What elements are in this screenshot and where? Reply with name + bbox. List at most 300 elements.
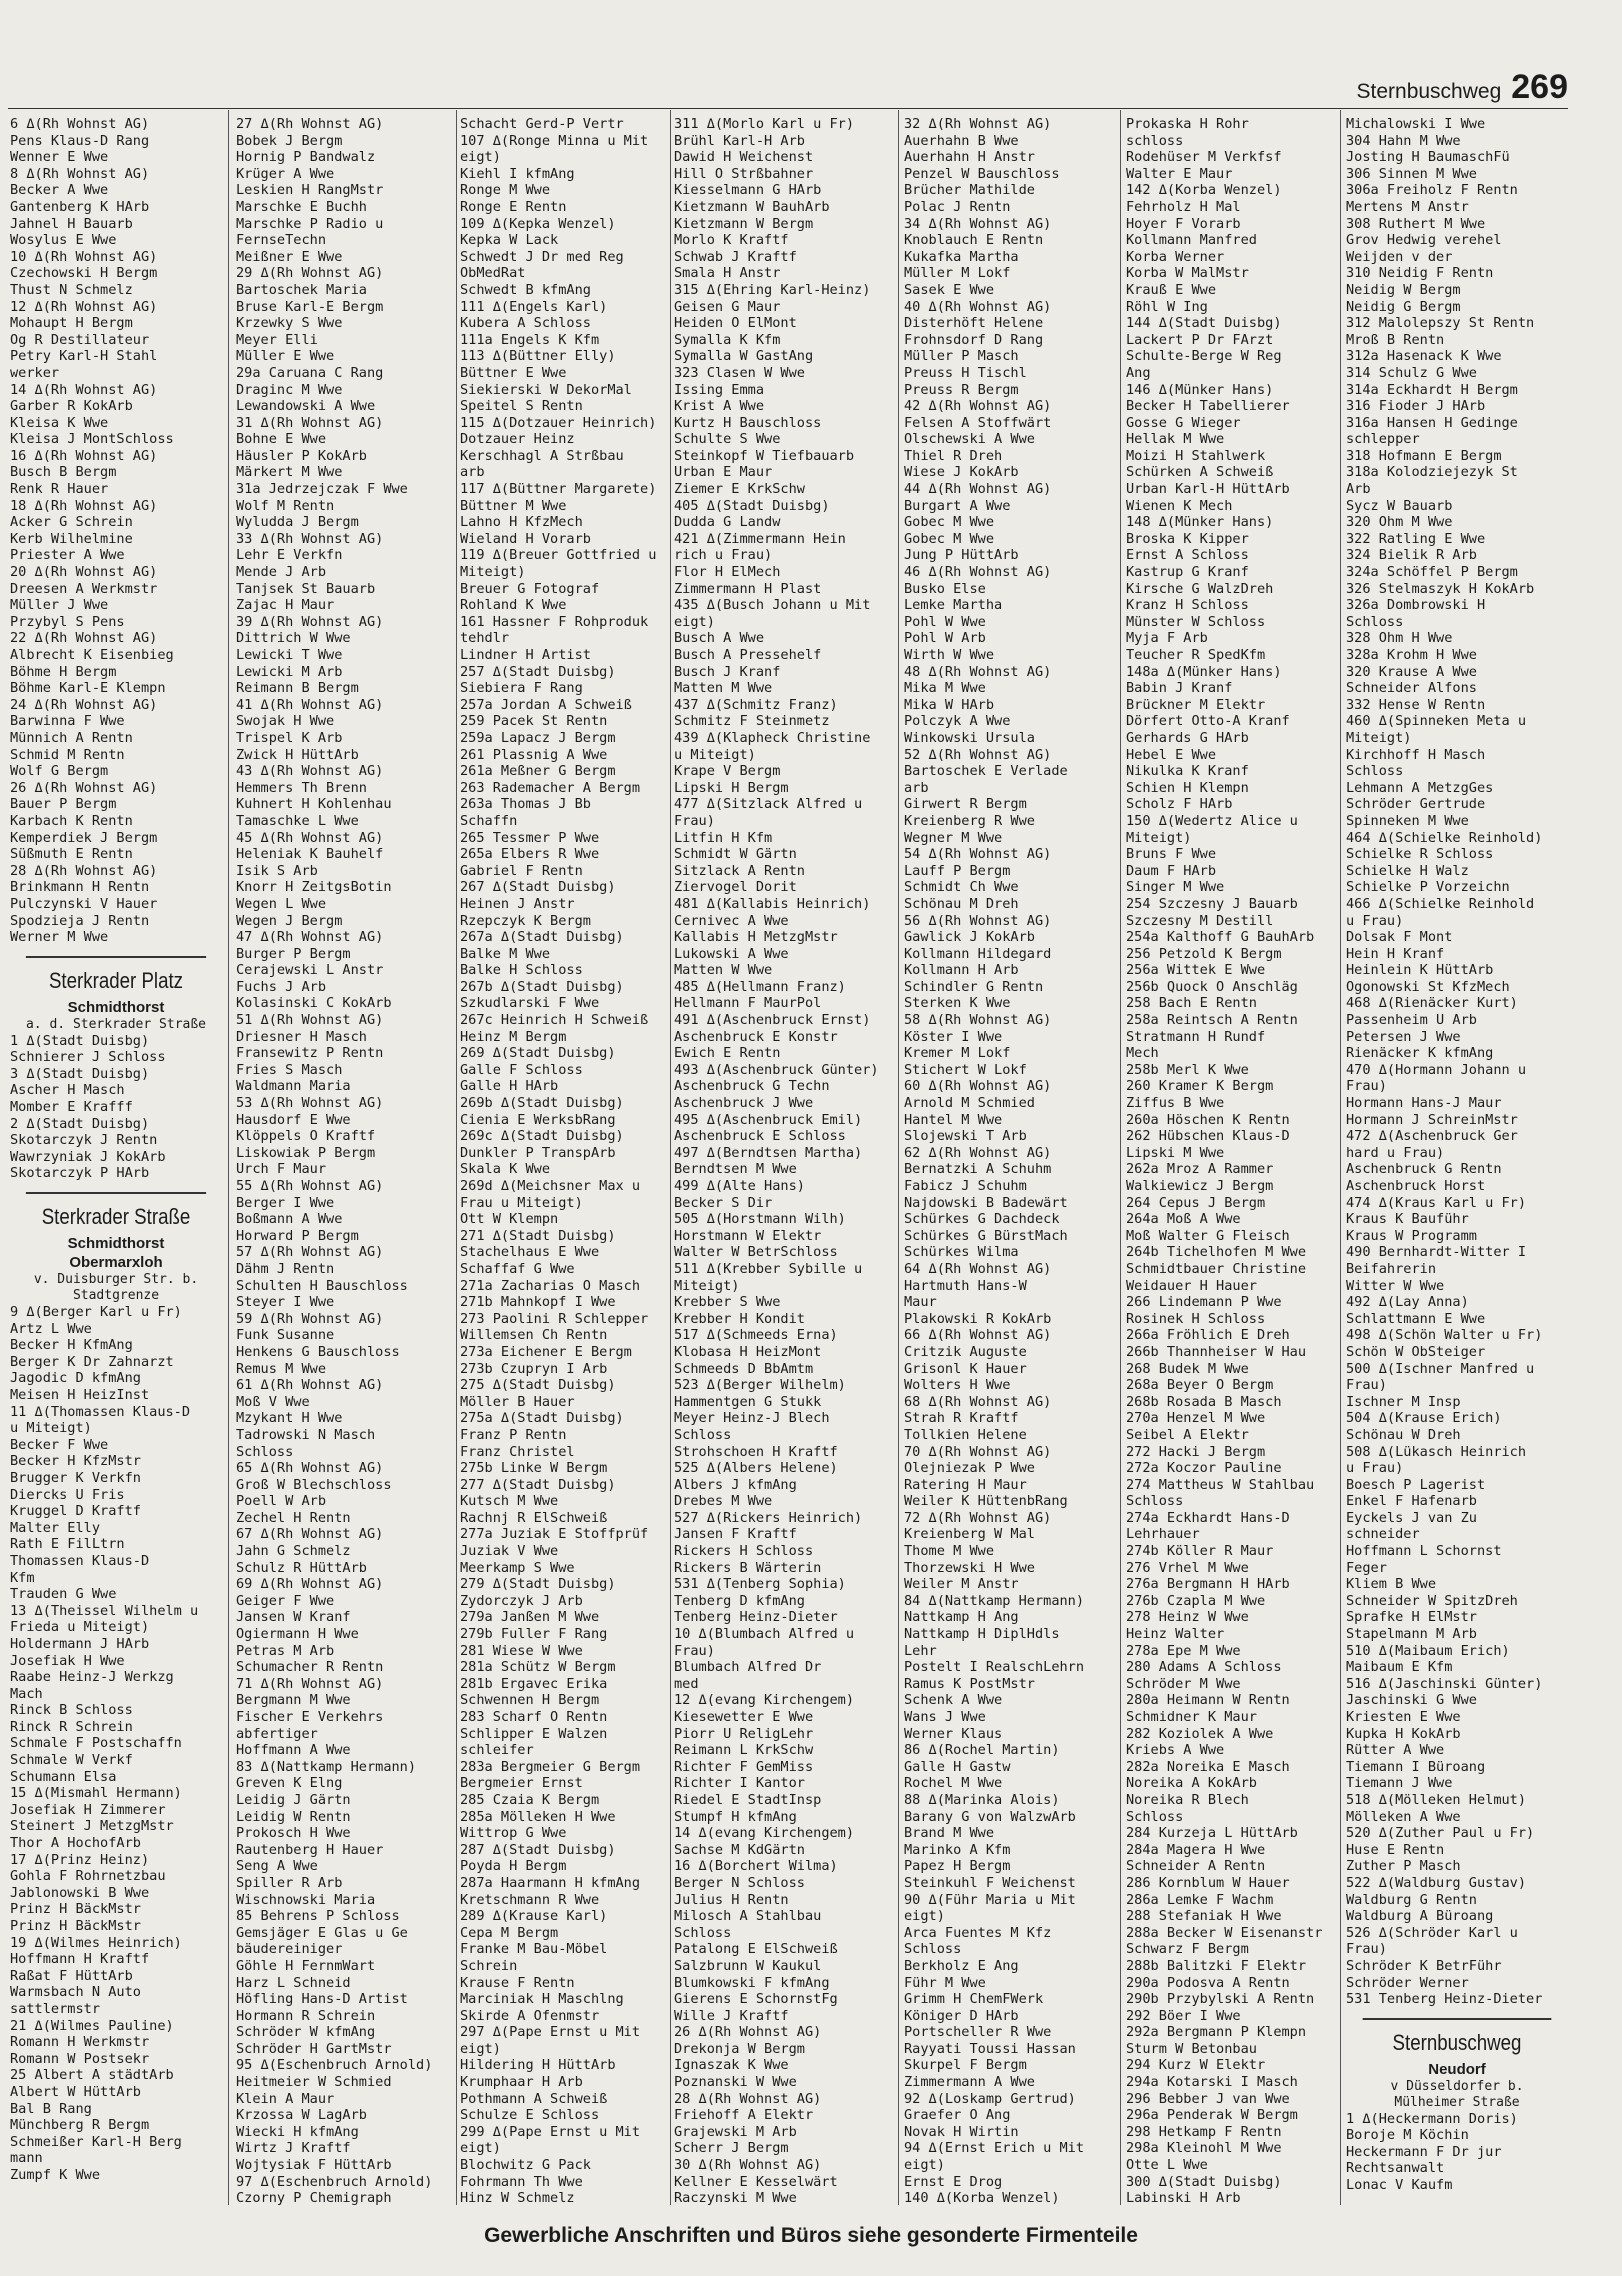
resident-entry: Mzykant H Wwe [236, 1410, 343, 1427]
resident-entry: Wegner M Wwe [904, 829, 1003, 846]
resident-entry: Böhme H Bergm [10, 663, 117, 680]
resident-entry: Walter E Maur [1126, 165, 1233, 182]
resident-entry: Ott W Klempn [460, 1211, 559, 1228]
resident-entry: Gobec M Wwe [904, 514, 995, 531]
resident-entry: Krauß E Wwe [1126, 281, 1217, 298]
resident-entry: 511 Δ(Krebber Sybille u [674, 1260, 863, 1277]
resident-entry: Schwennen H Bergm [460, 1692, 600, 1709]
resident-entry: Lipski H Bergm [674, 779, 789, 796]
resident-entry: Meißner E Wwe [236, 248, 343, 265]
resident-entry: 286a Lemke F Wachm [1126, 1891, 1274, 1908]
resident-entry: Zimmermann H Plast [674, 580, 822, 597]
resident-entry: Büttner M Wwe [460, 497, 567, 514]
resident-entry: Schwedt J Dr med Reg [460, 248, 624, 265]
resident-entry: Zimmermann A Wwe [904, 2074, 1035, 2091]
resident-entry: Wienen K Mech [1126, 497, 1233, 514]
resident-entry: Heinz M Bergm [460, 1028, 567, 1045]
street-range-note: Stadtgrenze [72, 1288, 160, 1304]
resident-entry: Schmeißer Karl-H Berg [10, 2133, 182, 2150]
resident-entry: Kolasinski C KokArb [236, 995, 392, 1012]
resident-entry: 323 Clasen W Wwe [674, 364, 805, 381]
resident-entry: 260 Kramer K Bergm [1126, 1078, 1274, 1095]
resident-entry: Frau) [1346, 1078, 1387, 1095]
resident-entry: Frau) [1346, 1941, 1387, 1958]
resident-entry: Weijden v der [1346, 248, 1453, 265]
resident-entry: 88 Δ(Marinka Alois) [904, 1791, 1060, 1808]
resident-entry: 272a Koczor Pauline [1126, 1460, 1282, 1477]
resident-entry: Mende J Arb [236, 564, 327, 581]
column-divider [1340, 110, 1341, 2205]
resident-entry: eigt) [904, 1908, 945, 1925]
resident-entry: Trauden G Wwe [10, 1586, 117, 1603]
resident-entry: Winkowski Ursula [904, 729, 1035, 746]
resident-entry: Lehr E Verkfn [236, 547, 343, 564]
resident-entry: Schneider W SpitzDreh [1346, 1592, 1518, 1609]
resident-entry: 283 Scharf O Rentn [460, 1709, 608, 1725]
resident-entry: Tiemann J Wwe [1346, 1775, 1453, 1792]
resident-entry: 277a Juziak E Stoffprüf [460, 1526, 649, 1543]
resident-entry: 15 Δ(Mismahl Hermann) [10, 1785, 182, 1802]
resident-entry: Münster W Schloss [1126, 613, 1266, 630]
resident-entry: 8 Δ(Rh Wohnst AG) [10, 165, 150, 182]
resident-entry: Steinkopf W Tiefbauarb [674, 447, 855, 464]
resident-entry: Lindner H Artist [460, 647, 591, 663]
resident-entry: Kerb Wilhelmine [10, 530, 133, 547]
resident-entry: Becker F Wwe [10, 1436, 109, 1453]
resident-entry: Schulten H Bauschloss [236, 1277, 408, 1294]
resident-entry: Schürken A Schweiß [1126, 464, 1274, 481]
resident-entry: Schulte S Wwe [674, 431, 781, 448]
resident-entry: 262 Hübschen Klaus-D [1126, 1128, 1290, 1145]
resident-entry: Thor A HochofArb [10, 1835, 141, 1852]
resident-entry: 52 Δ(Rh Wohnst AG) [904, 746, 1052, 763]
resident-entry: Wans J Wwe [904, 1709, 986, 1725]
resident-entry: Schmidner K Maur [1126, 1709, 1257, 1725]
resident-entry: Smala H Anstr [674, 265, 781, 282]
resident-entry: Albert W HüttArb [10, 2083, 141, 2100]
resident-entry: Müller P Masch [904, 348, 1019, 365]
resident-entry: Mach [10, 1685, 43, 1702]
resident-entry: Dotzauer Heinz [460, 431, 575, 448]
resident-entry: 32 Δ(Rh Wohnst AG) [904, 116, 1052, 132]
resident-entry: Burger P Bergm [236, 945, 351, 962]
resident-entry: Cernivec A Wwe [674, 912, 789, 929]
resident-entry: Lehmann A MetzgGes [1346, 779, 1494, 796]
resident-entry: schlepper [1346, 431, 1420, 448]
resident-entry: Röhl W Ing [1126, 298, 1208, 315]
resident-entry: 290a Podosva A Rentn [1126, 1974, 1290, 1991]
column-4 [674, 116, 892, 2206]
resident-entry: 278 Heinz W Wwe [1126, 1609, 1249, 1626]
resident-entry: 274b Köller R Maur [1126, 1543, 1274, 1560]
resident-entry: Draginc M Wwe [236, 381, 343, 398]
resident-entry: 40 Δ(Rh Wohnst AG) [904, 298, 1052, 315]
resident-entry: Schloss [1346, 613, 1404, 630]
street-heading: Sternbuschweg [1363, 2018, 1552, 2060]
resident-entry: Schönau M Dreh [904, 895, 1019, 912]
resident-entry: Jahn G Schmelz [236, 1543, 351, 1560]
resident-entry: Wojtysiak F HüttArb [236, 2157, 392, 2174]
resident-entry: 282 Koziolek A Wwe [1126, 1725, 1274, 1742]
resident-entry: Hoffmann L Schornst [1346, 1543, 1502, 1560]
resident-entry: Sprafke H ElMstr [1346, 1609, 1477, 1626]
resident-entry: Köster I Wwe [904, 1028, 1003, 1045]
resident-entry: 111 Δ(Engels Karl) [460, 298, 608, 315]
resident-entry: Schwarz F Bergm [1126, 1941, 1249, 1958]
resident-entry: Schulte-Berge W Reg [1126, 348, 1282, 365]
district-name: Schmidthorst [67, 1235, 165, 1253]
resident-entry: Kriesten E Wwe [1346, 1709, 1461, 1725]
resident-entry: Schaffaf G Wwe [460, 1260, 575, 1277]
resident-entry: 285a Mölleken H Wwe [460, 1808, 616, 1825]
resident-entry: Josefiak H Wwe [10, 1652, 125, 1669]
resident-entry: Myja F Arb [1126, 630, 1208, 647]
resident-entry: Hammentgen G Stukk [674, 1393, 822, 1410]
resident-entry: 51 Δ(Rh Wohnst AG) [236, 1012, 384, 1029]
resident-entry: rich u Frau) [674, 547, 773, 564]
resident-entry: Böhme Karl-E Klempn [10, 680, 166, 697]
resident-entry: Werner M Wwe [10, 929, 109, 946]
resident-entry: eigt) [460, 2040, 501, 2057]
resident-entry: Eyckels J van Zu [1346, 1509, 1477, 1526]
resident-entry: Rickers H Schloss [674, 1543, 814, 1560]
street-heading: Sterkrader Straße [26, 1192, 206, 1234]
resident-entry: 263 Rademacher A Bergm [460, 779, 641, 796]
resident-entry: Rosinek H Schloss [1126, 1310, 1266, 1327]
resident-entry: Schmidtbauer Christine [1126, 1260, 1307, 1277]
resident-entry: Matten M Wwe [674, 680, 773, 697]
resident-entry: 57 Δ(Rh Wohnst AG) [236, 1244, 384, 1261]
resident-entry: Moß Walter G Fleisch [1126, 1227, 1290, 1244]
resident-entry: Heitmeier W Schmied [236, 2074, 392, 2091]
resident-entry: Klein A Maur [236, 2090, 335, 2107]
resident-entry: Josting H BaumaschFü [1346, 149, 1510, 166]
resident-entry: 520 Δ(Zuther Paul u Fr) [1346, 1825, 1535, 1842]
resident-entry: 466 Δ(Schielke Reinhold [1346, 895, 1535, 912]
resident-entry: Fischer E Verkehrs [236, 1709, 384, 1725]
resident-entry: 285 Czaia K Bergm [460, 1791, 600, 1808]
resident-entry: Busch A Wwe [674, 630, 765, 647]
resident-entry: 269c Δ(Stadt Duisbg) [460, 1128, 624, 1145]
resident-entry: Schröder K BetrFühr [1346, 1957, 1502, 1974]
resident-entry: Barwinna F Wwe [10, 713, 125, 730]
resident-entry: Märkert M Wwe [236, 464, 343, 481]
resident-entry: Lehrhauer [1126, 1526, 1200, 1543]
resident-entry: Rinck R Schrein [10, 1718, 133, 1735]
resident-entry: Ascher H Masch [10, 1082, 125, 1099]
resident-entry: Heinz Walter [1126, 1626, 1225, 1643]
resident-entry: 320 Krause A Wwe [1346, 663, 1477, 680]
resident-entry: Becker H KfzMstr [10, 1453, 141, 1470]
street-title: Sternbuschweg [1356, 80, 1502, 103]
resident-entry: Hellmann F MaurPol [674, 995, 822, 1012]
resident-entry: Kfm [10, 1569, 35, 1586]
resident-entry: 468 Δ(Rienäcker Kurt) [1346, 995, 1518, 1012]
resident-entry: Rochel M Wwe [904, 1775, 1003, 1792]
resident-entry: Zuther P Masch [1346, 1858, 1461, 1875]
resident-entry: 28 Δ(Rh Wohnst AG) [10, 862, 158, 879]
resident-entry: Urch F Maur [236, 1161, 327, 1178]
resident-entry: Lahno H KfzMech [460, 514, 583, 531]
resident-entry: Hein H Kranf [1346, 945, 1445, 962]
resident-entry: Süßmuth E Rentn [10, 846, 133, 863]
street-range-note: Mülheimer Straße [1394, 2094, 1520, 2110]
resident-entry: 300 Δ(Stadt Duisbg) [1126, 2173, 1282, 2190]
resident-entry: Walter W BetrSchloss [674, 1244, 838, 1261]
resident-entry: 254a Kalthoff G BauhArb [1126, 929, 1315, 946]
resident-entry: Heinen J Anstr [460, 895, 575, 912]
resident-entry: Passenheim U Arb [1346, 1012, 1477, 1029]
resident-entry: Nattkamp H Ang [904, 1609, 1019, 1626]
resident-entry: 460 Δ(Spinneken Meta u [1346, 713, 1527, 730]
resident-entry: Funk Susanne [236, 1327, 335, 1344]
resident-entry: Kellner E Kesselwärt [674, 2173, 838, 2190]
resident-entry: Schielke P Vorzeichn [1346, 879, 1510, 896]
resident-entry: Czorny P Chemigraph [236, 2190, 392, 2206]
resident-entry: Kemperdiek J Bergm [10, 829, 158, 846]
resident-entry: 46 Δ(Rh Wohnst AG) [904, 564, 1052, 581]
resident-entry: Holdermann J HArb [10, 1635, 150, 1652]
resident-entry: Mech [1126, 1045, 1159, 1062]
resident-entry: Miteigt) [1126, 829, 1192, 846]
resident-entry: Polczyk A Wwe [904, 713, 1011, 730]
resident-entry: 435 Δ(Busch Johann u Mit [674, 597, 871, 614]
resident-entry: Burgart A Wwe [904, 497, 1011, 514]
resident-entry: 12 Δ(Rh Wohnst AG) [10, 298, 158, 315]
column-divider [228, 110, 229, 2205]
resident-entry: Brühl Karl-H Arb [674, 132, 805, 149]
resident-entry: 326a Dombrowski H [1346, 597, 1486, 614]
resident-entry: 271a Zacharias O Masch [460, 1277, 641, 1294]
resident-entry: Blochwitz G Pack [460, 2157, 591, 2174]
resident-entry: 267b Δ(Stadt Duisbg) [460, 978, 624, 995]
resident-entry: Bergmann M Wwe [236, 1692, 351, 1709]
resident-entry: Hormann J SchreinMstr [1346, 1111, 1518, 1128]
resident-entry: 294a Kotarski I Masch [1126, 2074, 1298, 2091]
resident-entry: Häusler P KokArb [236, 447, 367, 464]
resident-entry: Schmidt Ch Wwe [904, 879, 1019, 896]
resident-entry: 318 Hofmann E Bergm [1346, 447, 1502, 464]
resident-entry: Breuer G Fotograf [460, 580, 600, 597]
resident-entry: 312 Malolepszy St Rentn [1346, 315, 1535, 332]
resident-entry: 288b Balitzki F Elektr [1126, 1957, 1307, 1974]
resident-entry: Richter F GemMiss [674, 1758, 814, 1775]
resident-entry: 14 Δ(Rh Wohnst AG) [10, 381, 158, 398]
resident-entry: Prokosch H Wwe [236, 1825, 351, 1842]
resident-entry: Og R Destillateur [10, 331, 150, 348]
resident-entry: Labinski H Arb [1126, 2190, 1241, 2206]
resident-entry: Poznanski W Wwe [674, 2074, 797, 2091]
resident-entry: 472 Δ(Aschenbruck Ger [1346, 1128, 1518, 1145]
resident-entry: Heleniak K Bauhelf [236, 846, 384, 863]
resident-entry: Tollkien Helene [904, 1426, 1027, 1443]
resident-entry: Frau) [674, 812, 715, 829]
resident-entry: 280 Adams A Schloss [1126, 1659, 1282, 1676]
resident-entry: Knorr H ZeitgsBotin [236, 879, 392, 896]
resident-entry: Kollmann Hildegard [904, 945, 1052, 962]
resident-entry: 492 Δ(Lay Anna) [1346, 1294, 1469, 1311]
resident-entry: Krebber H Kondit [674, 1310, 805, 1327]
page-header [1357, 68, 1569, 107]
resident-entry: 322 Ratling E Wwe [1346, 530, 1486, 547]
resident-entry: Wischnowski Maria [236, 1891, 376, 1908]
street-range-note: v Düsseldorfer b. [1390, 2078, 1524, 2094]
resident-entry: 275 Δ(Stadt Duisbg) [460, 1377, 616, 1394]
resident-entry: Raabe Heinz-J Werkzg [10, 1669, 174, 1686]
resident-entry: Aschenbruck Horst [1346, 1178, 1486, 1194]
resident-entry: Schmidt W Gärtn [674, 846, 797, 863]
resident-entry: Marschke E Buchh [236, 198, 367, 215]
resident-entry: Singer M Wwe [1126, 879, 1225, 896]
resident-entry: Nikulka K Kranf [1126, 763, 1249, 780]
resident-entry: mann [10, 2150, 43, 2167]
resident-entry: 304 Hahn M Wwe [1346, 132, 1461, 149]
resident-entry: Neidig G Bergm [1346, 298, 1461, 315]
resident-entry: 10 Δ(Rh Wohnst AG) [10, 248, 158, 265]
resident-entry: Czechowski H Bergm [10, 265, 158, 282]
resident-entry: Albers J kfmAng [674, 1476, 797, 1493]
resident-entry: 258b Merl K Wwe [1126, 1061, 1249, 1078]
resident-entry: Schielke R Schloss [1346, 846, 1494, 863]
resident-entry: Münchberg R Bergm [10, 2117, 150, 2134]
resident-entry: Rayyati Toussi Hassan [904, 2040, 1076, 2057]
resident-entry: 328a Krohm H Wwe [1346, 647, 1477, 663]
resident-entry: 281a Schütz W Bergm [460, 1659, 616, 1676]
resident-entry: Scholz F HArb [1126, 796, 1233, 813]
resident-entry: 270a Henzel M Wwe [1126, 1410, 1266, 1427]
resident-entry: 28 Δ(Rh Wohnst AG) [674, 2090, 822, 2107]
resident-entry: Schmid M Rentn [10, 746, 125, 763]
resident-entry: Stumpf H kfmAng [674, 1808, 797, 1825]
resident-entry: 269b Δ(Stadt Duisbg) [460, 1095, 624, 1112]
resident-entry: 292a Bergmann P Klempn [1126, 2024, 1307, 2041]
resident-entry: Schloss [236, 1443, 294, 1460]
resident-entry: 276 Vrhel M Wwe [1126, 1559, 1249, 1576]
resident-entry: schloss [1126, 132, 1184, 149]
resident-entry: Raczynski M Wwe [674, 2190, 797, 2206]
resident-entry: Schulze E Schloss [460, 2107, 600, 2124]
resident-entry: Stachelhaus E Wwe [460, 1244, 600, 1261]
resident-entry: Schrein [460, 1957, 518, 1974]
resident-entry: 117 Δ(Büttner Margarete) [460, 481, 657, 498]
resident-entry: Blumkowski F kfmAng [674, 1974, 830, 1991]
resident-entry: Schneider A Rentn [1126, 1858, 1266, 1875]
resident-entry: Gierens E SchornstFg [674, 1991, 838, 2008]
resident-entry: 296 Bebber J van Wwe [1126, 2090, 1290, 2107]
resident-entry: Brinkmann H Rentn [10, 879, 150, 896]
resident-entry: Kupka H KokArb [1346, 1725, 1461, 1742]
resident-entry: Königer D HArb [904, 2007, 1019, 2024]
resident-entry: Waldburg G Rentn [1346, 1891, 1477, 1908]
resident-entry: Ang [1126, 364, 1151, 381]
page-footer: Gewerbliche Anschriften und Büros siehe gesonderte Firmenteile [484, 2224, 1138, 2247]
resident-entry: Balke H Schloss [460, 962, 583, 979]
resident-entry: 264a Moß A Wwe [1126, 1211, 1241, 1228]
resident-entry: 481 Δ(Kallabis Heinrich) [674, 895, 871, 912]
resident-entry: Hildering H HüttArb [460, 2057, 616, 2074]
resident-entry: 421 Δ(Zimmermann Hein [674, 530, 846, 547]
resident-entry: Bergmeier Ernst [460, 1775, 583, 1792]
resident-entry: FernseTechn [236, 232, 327, 249]
resident-entry: Preuss R Bergm [904, 381, 1019, 398]
resident-entry: Moß V Wwe [236, 1393, 310, 1410]
resident-entry: 256 Petzold K Bergm [1126, 945, 1282, 962]
resident-entry: Ziervogel Dorit [674, 879, 797, 896]
resident-entry: Rütter A Wwe [1346, 1742, 1445, 1759]
resident-entry: 1 Δ(Stadt Duisbg) [10, 1032, 150, 1049]
resident-entry: 265 Tessmer P Wwe [460, 829, 600, 846]
resident-entry: 495 Δ(Aschenbruck Emil) [674, 1111, 863, 1128]
resident-entry: 259a Lapacz J Bergm [460, 729, 616, 746]
resident-entry: 493 Δ(Aschenbruck Günter) [674, 1061, 879, 1078]
resident-entry: Krause F Rentn [460, 1974, 575, 1991]
resident-entry: Siekierski W DekorMal [460, 381, 632, 398]
resident-entry: Geiger F Wwe [236, 1592, 335, 1609]
resident-entry: eigt) [674, 613, 715, 630]
resident-entry: Hemmers Th Brenn [236, 779, 367, 796]
resident-entry: 504 Δ(Krause Erich) [1346, 1410, 1502, 1427]
resident-entry: Sitzlack A Rentn [674, 862, 805, 879]
resident-entry: 269d Δ(Meichsner Max u [460, 1178, 641, 1194]
resident-entry: 523 Δ(Berger Wilhelm) [674, 1377, 846, 1394]
resident-entry: Galle H Gastw [904, 1758, 1011, 1775]
resident-entry: 41 Δ(Rh Wohnst AG) [236, 696, 384, 713]
resident-entry: Busch J Kranf [674, 663, 781, 680]
resident-entry: Witter W Wwe [1346, 1277, 1445, 1294]
street-heading: Sterkrader Platz [26, 956, 206, 998]
resident-entry: 258 Bach E Rentn [1126, 995, 1257, 1012]
resident-entry: Schröder W kfmAng [236, 2024, 376, 2041]
resident-entry: Teucher R SpedKfm [1126, 647, 1266, 663]
resident-entry: 266a Fröhlich E Dreh [1126, 1327, 1290, 1344]
resident-entry: 262a Mroz A Rammer [1126, 1161, 1274, 1178]
resident-entry: Hebel E Wwe [1126, 746, 1217, 763]
resident-entry: Tenberg D kfmAng [674, 1592, 805, 1609]
resident-entry: Mika M Wwe [904, 680, 986, 697]
resident-entry: Wosylus E Wwe [10, 232, 117, 249]
resident-entry: 1 Δ(Heckermann Doris) [1346, 2110, 1518, 2127]
resident-entry: Hormann Hans-J Maur [1346, 1095, 1502, 1112]
resident-entry: Kubera A Schloss [460, 315, 591, 332]
resident-entry: Acker G Schrein [10, 514, 133, 531]
resident-entry: 257 Δ(Stadt Duisbg) [460, 663, 616, 680]
resident-entry: 320 Ohm M Wwe [1346, 514, 1453, 531]
resident-entry: 256a Wittek E Wwe [1126, 962, 1266, 979]
resident-entry: 282a Noreika E Masch [1126, 1758, 1290, 1775]
resident-entry: u Miteigt) [10, 1420, 92, 1437]
resident-entry: Kollmann Manfred [1126, 232, 1257, 249]
column-1 [10, 116, 222, 2206]
resident-entry: Maibaum E Kfm [1346, 1659, 1453, 1676]
resident-entry: Münnich A Rentn [10, 729, 133, 746]
resident-entry: 85 Behrens P Schloss [236, 1908, 400, 1925]
resident-entry: Tadrowski N Masch [236, 1426, 376, 1443]
resident-entry: Schien H Klempn [1126, 779, 1249, 796]
resident-entry: Klöppels O Kraftf [236, 1128, 376, 1145]
resident-entry: Weiler M Anstr [904, 1576, 1019, 1593]
resident-entry: 21 Δ(Wilmes Pauline) [10, 2017, 174, 2034]
resident-entry: Kirchhoff H Masch [1346, 746, 1486, 763]
resident-entry: 314 Schulz G Wwe [1346, 364, 1477, 381]
resident-entry: Bartoschek E Verlade [904, 763, 1068, 780]
resident-entry: Schürkes Wilma [904, 1244, 1019, 1261]
resident-entry: Walkiewicz J Bergm [1126, 1178, 1274, 1194]
resident-entry: Gemsjäger E Glas u Ge [236, 1924, 408, 1941]
resident-entry: Gantenberg K HArb [10, 198, 150, 215]
resident-entry: Speitel S Rentn [460, 398, 583, 415]
resident-entry: Horstmann W Elektr [674, 1227, 822, 1244]
resident-entry: Skotarczyk J Rentn [10, 1132, 158, 1149]
